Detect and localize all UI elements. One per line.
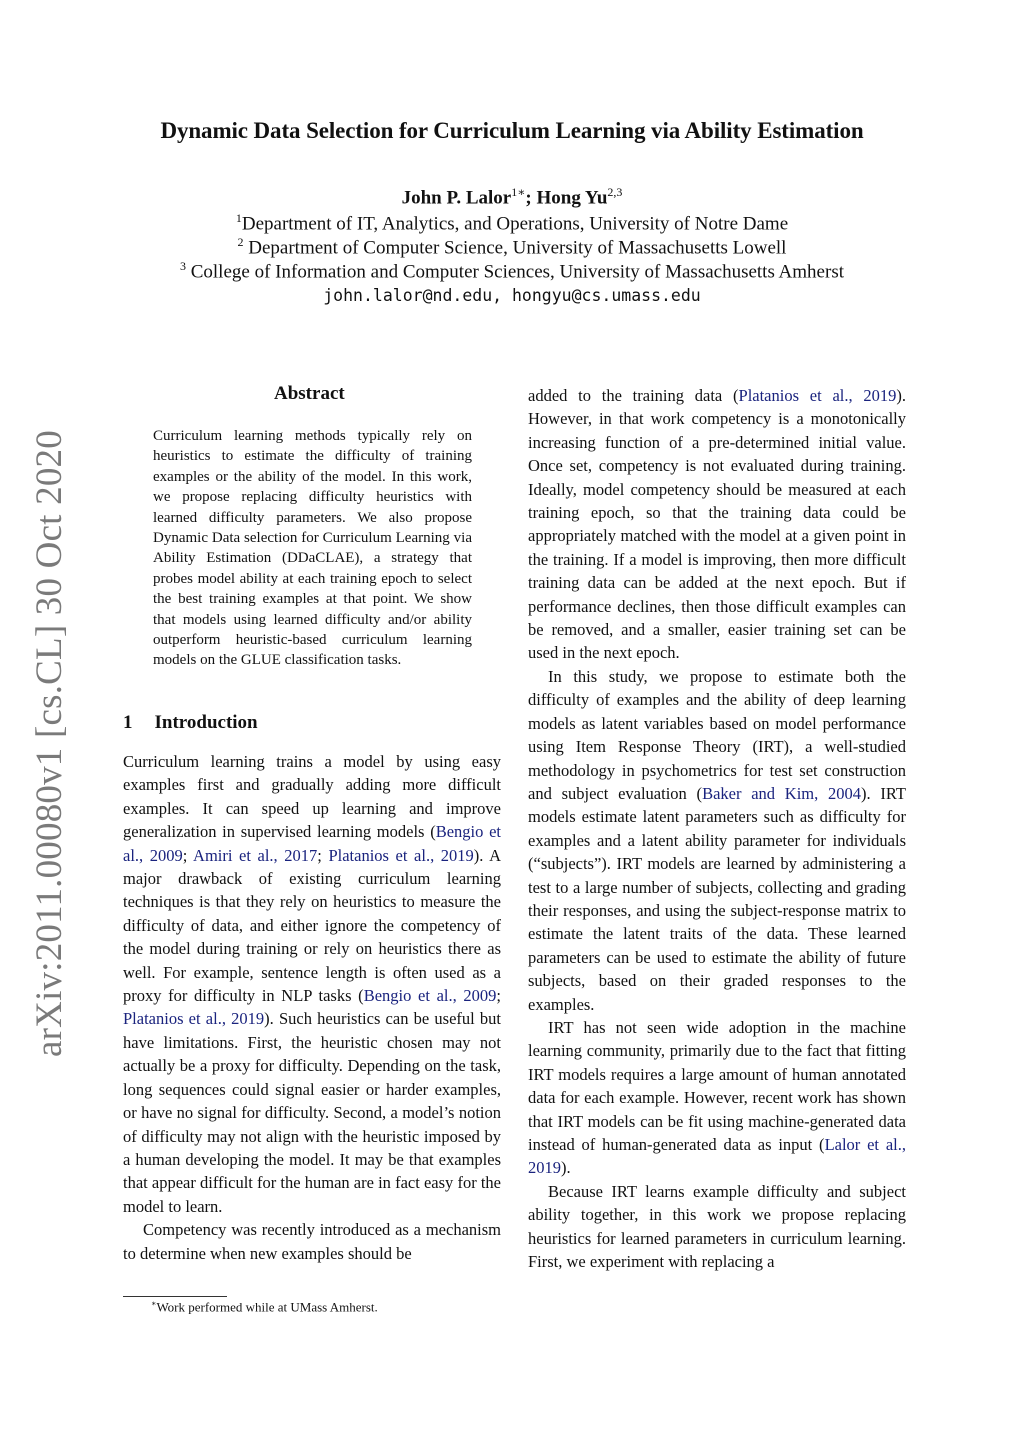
citation-link[interactable]: Baker and Kim, 2004	[702, 783, 862, 803]
citation-link[interactable]: Platanios et al., 2019	[123, 1009, 265, 1029]
affiliation-mark: 1	[235, 211, 242, 225]
section-heading	[123, 712, 258, 734]
paragraph: Because IRT learns example difficulty and subject ability together, in this work we propose replacing heuristics for learned parameters in curriculum learning. First, we experiment with replacing a	[528, 1181, 906, 1272]
affiliation	[0, 235, 1024, 259]
footnote	[151, 1299, 378, 1315]
paragraph: Competency was recently introduced as a mechanism to determine when new examples should be	[123, 1220, 501, 1263]
affiliation-text: College of Information and Computer Sciences, University of Massachusetts Amherst	[185, 261, 844, 283]
paragraph: In this study, we propose to estimate both the difficulty of examples and the ability of deep learning models as latent variables based on model performance using Item Response Theory (IRT), a well-studied methodology in psychometrics for test set construction and subject evaluation (Baker and Kim, 2004). IRT models estimate latent parameters such as difficulty for examples and a latent ability parameter for individuals (“subjects”). IRT models are learned by administering a test to a large number of subjects, collecting and grading their responses, and using the subject-response matrix to estimate the latent traits of the data. These learned parameters can be used to estimate the ability of future subjects, based on their graded responses to the examples.	[528, 666, 906, 1014]
section-title: Introduction	[154, 712, 258, 733]
abstract-text: Curriculum learning methods typically rely on heuristics to estimate the difficulty of training examples or the ability of the model. In this work, we propose replacing difficulty heuristics with learned difficulty parameters. We also propose Dynamic Data selection for Curriculum Learning via Ability Estimation (DDaCLAE), a strategy that probes model ability at each training epoch to select the best training examples at that point. We show that models using learned difficulty and/or ability outperform heuristic-based curriculum learning models on the GLUE classification tasks.	[153, 428, 472, 669]
footnote-rule	[123, 1296, 227, 1297]
paragraph: Curriculum learning trains a model by using easy examples first and gradually adding more difficult examples. It can speed up learning and improve generalization in supervised learning models (Bengio et al., 2009; Amiri et al., 2017; Platanios et al., 2019). A major drawback of existing curriculum learning techniques is that they rely on heuristics to measure the difficulty of data, and either ignore the competency of the model during training or rely on heuristics there as well. For example, sentence length is often used as a proxy for difficulty in NLP tasks (Bengio et al., 2009; Platanios et al., 2019). Such heuristics can be useful but have limitations. First, the heuristic chosen may not actually be a proxy for difficulty. Depending on the task, long sequences could signal easier or harder examples, or have no signal for difficulty. Second, a model’s notion of difficulty may not align with the heuristic imposed by a human developing the model. It may be that examples that appear difficult for the human are in fact easy for the model to learn.	[123, 752, 502, 1216]
footnote-text: Work performed while at UMass Amherst.	[156, 1299, 378, 1315]
affiliation-text: Department of IT, Analytics, and Operations, University of Notre Dame	[241, 213, 789, 235]
citation-link[interactable]: Platanios et al., 2019	[328, 845, 474, 865]
citation-link[interactable]: Bengio et al., 2009	[123, 822, 501, 865]
citation-link[interactable]: Amiri et al., 2017	[193, 845, 318, 865]
affiliation	[0, 211, 1024, 235]
paragraph: added to the training data (Platanios et al., 2019). However, in that work competency is a monotonically increasing function of a pre-determined initial value. Once set, competency is not evaluated during training. Ideally, model competency should be measured at each training epoch, so that the training data could be appropriately matched with the model at a given point in the training. If a model is improving, then more difficult training data can be added at the next epoch. But if performance declines, then those difficult examples can be removed, and a smaller, easier training set can be used in the next epoch.	[528, 386, 906, 663]
author-affiliation-mark: 1	[511, 185, 518, 199]
citation-link[interactable]: Platanios et al., 2019	[738, 386, 897, 405]
affiliation-mark: 3	[179, 259, 186, 273]
author-line	[0, 185, 1024, 209]
author-emails: john.lalor@nd.edu, hongyu@cs.umass.edu	[323, 286, 701, 305]
affiliation-text: Department of Computer Science, University of Massachusetts Lowell	[243, 237, 787, 259]
affiliation-mark: 2	[237, 235, 244, 249]
arxiv-stamp: arXiv:2011.00080v1 [cs.CL] 30 Oct 2020	[29, 430, 70, 1057]
section-number: 1	[123, 712, 133, 733]
abstract-heading: Abstract	[274, 383, 345, 404]
paragraph: IRT has not seen wide adoption in the machine learning community, primarily due to the fact that fitting IRT models requires a large amount of human annotated data for each example. However, recent work has shown that IRT models can be fit using machine-generated data instead of human-generated data as input (Lalor et al., 2019).	[528, 1017, 906, 1178]
author-name: John P. Lalor	[401, 187, 512, 209]
left-column	[123, 750, 501, 1265]
right-column	[528, 384, 906, 1273]
author-name: Hong Yu	[536, 187, 608, 209]
citation-link[interactable]: Bengio et al., 2009	[363, 986, 497, 1006]
author-separator: ;	[525, 187, 537, 209]
author-footnote-mark: ∗	[517, 185, 526, 199]
footnote-mark: ∗	[151, 1299, 157, 1308]
affiliation	[0, 259, 1024, 283]
paper-title: Dynamic Data Selection for Curriculum Learning via Ability Estimation	[160, 118, 864, 143]
citation-link[interactable]: Lalor et al., 2019	[528, 1135, 906, 1178]
author-affiliation-mark: 2,3	[607, 185, 623, 199]
